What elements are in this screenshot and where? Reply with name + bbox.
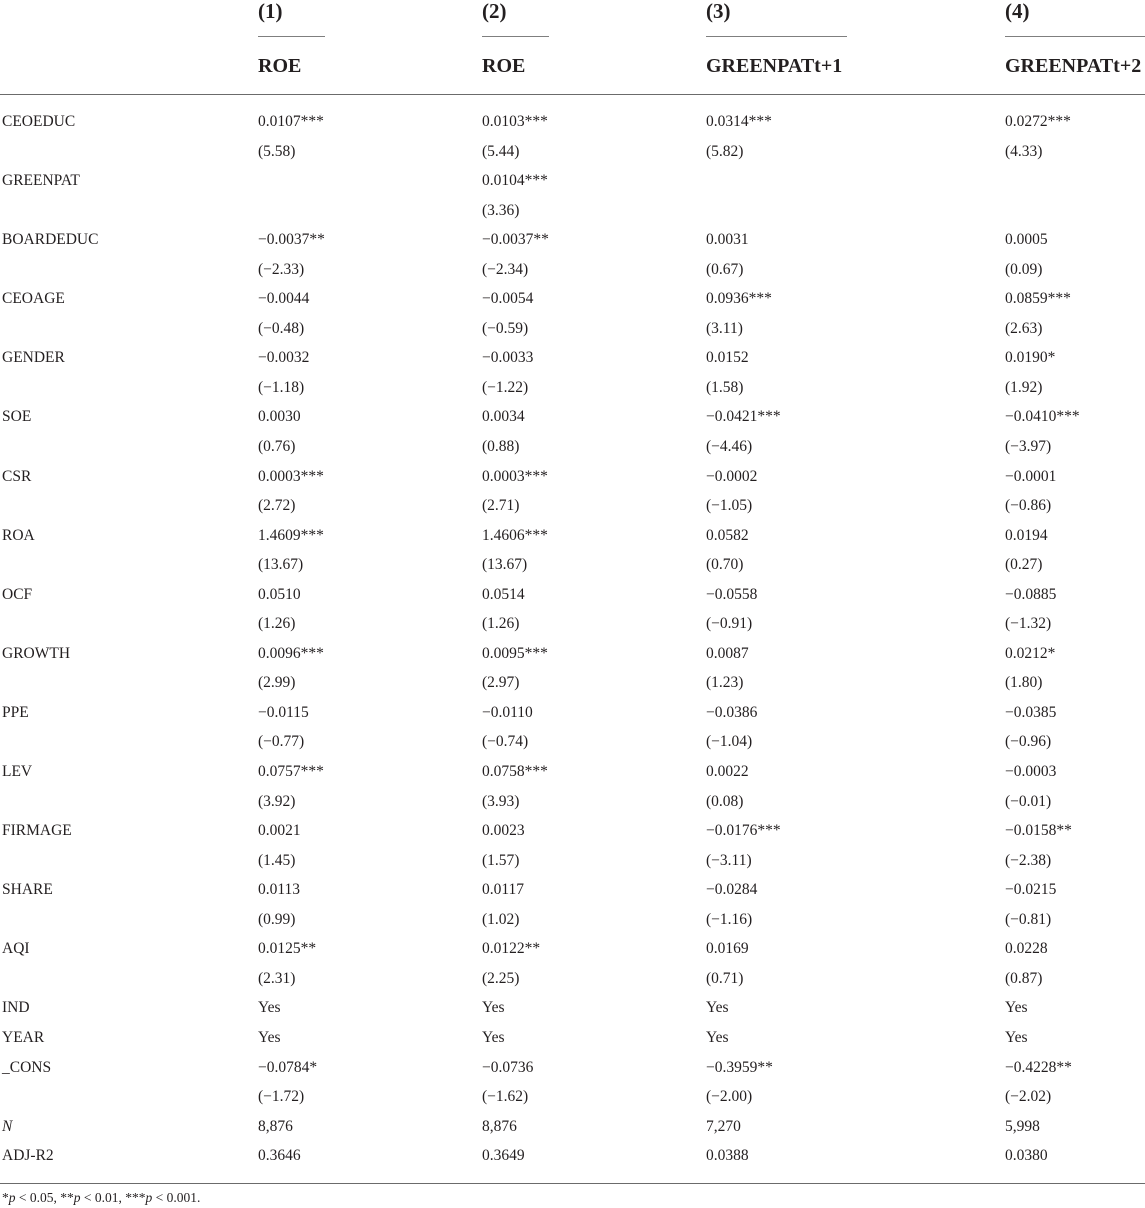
table-cell: 0.0087 [706, 644, 749, 662]
table-cell: (5.58) [258, 142, 296, 160]
row-label: SHARE [2, 881, 53, 899]
table-cell: 5,998 [1005, 1117, 1040, 1135]
table-cell: (2.63) [1005, 319, 1043, 337]
table-cell: 0.0122** [482, 940, 541, 958]
table-cell: (−1.22) [482, 378, 529, 396]
table-cell: −0.0110 [482, 703, 533, 721]
column-number: (1) [258, 0, 283, 23]
table-row [0, 1082, 1145, 1112]
table-cell: (1.80) [1005, 674, 1043, 692]
table-cell: (1.92) [1005, 378, 1043, 396]
row-label: YEAR [2, 1028, 45, 1046]
table-cell: (5.82) [706, 142, 744, 160]
table-cell: (2.99) [258, 674, 296, 692]
table-cell: (−0.48) [258, 319, 305, 337]
table-cell: (−0.74) [482, 733, 529, 751]
dependent-variable-label: GREENPATt+2 [1005, 55, 1142, 77]
table-row [0, 284, 1145, 314]
table-cell: (1.02) [482, 910, 520, 928]
table-cell: (2.97) [482, 674, 520, 692]
row-label: CEOEDUC [2, 113, 76, 130]
table-cell: (0.27) [1005, 556, 1043, 574]
table-cell: (0.67) [706, 260, 744, 278]
table-cell: −0.0176*** [706, 822, 781, 840]
table-cell: 0.0514 [482, 585, 525, 603]
table-cell: 0.3646 [258, 1147, 301, 1165]
table-row [0, 196, 1145, 226]
table-cell: (3.36) [482, 201, 520, 219]
table-row [0, 1053, 1145, 1083]
table-cell: (0.99) [258, 910, 296, 928]
table-cell: (1.26) [482, 615, 520, 633]
table-cell: (2.31) [258, 969, 296, 987]
table-cell: Yes [1005, 1028, 1028, 1046]
row-label: GROWTH [2, 644, 71, 662]
table-cell: (−1.04) [706, 733, 753, 751]
table-row [0, 1023, 1145, 1053]
table-cell: 0.0023 [482, 822, 525, 840]
row-label: ROA [2, 526, 35, 544]
table-cell: −0.0032 [258, 349, 310, 367]
table-cell: Yes [258, 999, 281, 1017]
table-row [0, 343, 1145, 373]
table-cell: 0.3649 [482, 1147, 525, 1165]
column-underline [258, 36, 325, 37]
table-row [0, 816, 1145, 846]
table-cell: (−1.32) [1005, 615, 1052, 633]
table-cell: Yes [482, 999, 505, 1017]
row-label: OCF [2, 585, 33, 603]
table-cell: Yes [258, 1028, 281, 1046]
table-cell: −0.0054 [482, 290, 534, 308]
header-rule [0, 94, 1145, 95]
table-row [0, 225, 1145, 255]
table-body [0, 107, 1145, 1171]
table-row [0, 609, 1145, 639]
table-cell: (−0.77) [258, 733, 305, 751]
table-cell: (−1.05) [706, 497, 753, 515]
table-cell: 0.0005 [1005, 231, 1048, 249]
table-cell: −0.0115 [258, 703, 309, 721]
table-cell: −0.0002 [706, 467, 758, 485]
table-cell: −0.0044 [258, 290, 310, 308]
table-row [0, 1141, 1145, 1171]
table-cell: Yes [1005, 999, 1028, 1017]
table-cell: 0.0107*** [258, 113, 324, 130]
table-cell: 0.0314*** [706, 113, 772, 130]
row-label: GENDER [2, 349, 65, 367]
table-cell: (−2.38) [1005, 851, 1052, 869]
table-cell: 0.0272*** [1005, 113, 1071, 130]
table-cell: 0.0757*** [258, 763, 324, 781]
table-cell: −0.0033 [482, 349, 534, 367]
table-cell: (−0.81) [1005, 910, 1052, 928]
table-cell: 0.0003*** [482, 467, 548, 485]
table-row [0, 1112, 1145, 1142]
table-cell: (1.45) [258, 851, 296, 869]
footnote: *p < 0.05, **p < 0.01, ***p < 0.001. [2, 1190, 201, 1205]
table-cell: 0.0125** [258, 940, 317, 958]
row-label: ADJ-R2 [2, 1147, 54, 1165]
table-cell: (0.70) [706, 556, 744, 574]
table-cell: 8,876 [258, 1117, 293, 1135]
table-cell: Yes [706, 999, 729, 1017]
table-cell: (−2.00) [706, 1088, 753, 1106]
table-cell: 1.4609*** [258, 526, 324, 544]
table-cell: (4.33) [1005, 142, 1043, 160]
table-cell: (−2.02) [1005, 1088, 1052, 1106]
table-cell: 0.0021 [258, 822, 301, 840]
table-cell: (−1.18) [258, 378, 305, 396]
table-cell: −0.3959** [706, 1058, 773, 1076]
table-cell: (0.09) [1005, 260, 1043, 278]
table-cell: 8,876 [482, 1117, 517, 1135]
row-label: BOARDEDUC [2, 231, 99, 249]
table-row [0, 373, 1145, 403]
table-cell: (0.71) [706, 969, 744, 987]
table-cell: (−0.96) [1005, 733, 1052, 751]
table-cell: (−1.62) [482, 1088, 529, 1106]
table-row [0, 757, 1145, 787]
table-row [0, 846, 1145, 876]
table-cell: −0.0410*** [1005, 408, 1080, 426]
table-cell: (2.71) [482, 497, 520, 515]
table-cell: (3.93) [482, 792, 520, 810]
table-cell: 0.0113 [258, 881, 301, 899]
table-row [0, 491, 1145, 521]
table-cell: (13.67) [482, 556, 528, 574]
table-row [0, 993, 1145, 1023]
table-row [0, 787, 1145, 817]
table-cell: 0.0096*** [258, 644, 324, 662]
table-cell: 0.0095*** [482, 644, 548, 662]
table-cell: 0.0117 [482, 881, 525, 899]
table-cell: −0.0037** [258, 231, 325, 249]
table-cell: (−1.16) [706, 910, 753, 928]
table-row [0, 107, 1145, 137]
table-cell: 0.0380 [1005, 1147, 1048, 1165]
table-cell: −0.0001 [1005, 467, 1057, 485]
table-row [0, 964, 1145, 994]
table-row [0, 521, 1145, 551]
table-cell: −0.0003 [1005, 763, 1057, 781]
table-cell: −0.4228** [1005, 1058, 1072, 1076]
row-label: N [2, 1117, 13, 1135]
column-underline [482, 36, 549, 37]
table-cell: −0.0215 [1005, 881, 1057, 899]
table-cell: 0.0104*** [482, 172, 548, 190]
table-cell: −0.0736 [482, 1058, 534, 1076]
table-cell: −0.0558 [706, 585, 758, 603]
dependent-variable-label: ROE [482, 55, 526, 77]
table-cell: 0.0194 [1005, 526, 1048, 544]
bottom-rule [0, 1183, 1145, 1184]
table-cell: 0.0152 [706, 349, 749, 367]
table-cell: (5.44) [482, 142, 520, 160]
table-cell: (1.26) [258, 615, 296, 633]
table-cell: (1.58) [706, 378, 744, 396]
table-cell: Yes [706, 1028, 729, 1046]
row-label: LEV [2, 763, 33, 781]
table-row [0, 905, 1145, 935]
table-row [0, 727, 1145, 757]
table-cell: (2.72) [258, 497, 296, 515]
table-cell: 0.0034 [482, 408, 525, 426]
row-label: CSR [2, 467, 32, 485]
row-label: FIRMAGE [2, 822, 72, 840]
dependent-variable-label: ROE [258, 55, 302, 77]
table-cell: 0.0103*** [482, 113, 548, 130]
table-cell: (−3.11) [706, 851, 752, 869]
table-cell: (0.88) [482, 438, 520, 456]
table-cell: −0.0158** [1005, 822, 1072, 840]
table-row [0, 875, 1145, 905]
table-cell: −0.0784* [258, 1058, 318, 1076]
table-cell: (−3.97) [1005, 438, 1052, 456]
table-cell: 0.0388 [706, 1147, 749, 1165]
table-cell: 0.0031 [706, 231, 749, 249]
table-cell: 1.4606*** [482, 526, 548, 544]
table-header [0, 0, 1145, 96]
table-cell: (−0.86) [1005, 497, 1052, 515]
column-underline [1005, 36, 1145, 37]
table-row [0, 668, 1145, 698]
table-cell: (1.23) [706, 674, 744, 692]
table-row [0, 580, 1145, 610]
table-row [0, 432, 1145, 462]
table-row [0, 402, 1145, 432]
table-cell: −0.0284 [706, 881, 758, 899]
table-row [0, 255, 1145, 285]
table-cell: Yes [482, 1028, 505, 1046]
row-label: GREENPAT [2, 172, 80, 190]
table-row [0, 137, 1145, 167]
table-cell: 0.0936*** [706, 290, 772, 308]
table-cell: (13.67) [258, 556, 304, 574]
table-row [0, 166, 1145, 196]
table-cell: (−2.33) [258, 260, 305, 278]
table-cell: (2.25) [482, 969, 520, 987]
table-cell: 0.0859*** [1005, 290, 1071, 308]
table-cell: 0.0022 [706, 763, 749, 781]
column-underline [706, 36, 847, 37]
table-row [0, 314, 1145, 344]
table-cell: 0.0190* [1005, 349, 1056, 367]
table-cell: −0.0421*** [706, 408, 781, 426]
table-cell: (0.87) [1005, 969, 1043, 987]
row-label: SOE [2, 408, 32, 426]
table-row [0, 462, 1145, 492]
dependent-variable-label: GREENPATt+1 [706, 55, 843, 77]
row-label: IND [2, 999, 30, 1017]
table-cell: −0.0385 [1005, 703, 1057, 721]
table-cell: 0.0758*** [482, 763, 548, 781]
table-cell: −0.0037** [482, 231, 549, 249]
table-cell: (−0.91) [706, 615, 753, 633]
table-cell: 0.0228 [1005, 940, 1048, 958]
column-number: (4) [1005, 0, 1030, 23]
table-cell: 0.0169 [706, 940, 749, 958]
table-cell: 0.0582 [706, 526, 749, 544]
table-cell: 0.0510 [258, 585, 301, 603]
table-cell: (−1.72) [258, 1088, 305, 1106]
table-cell: (−0.59) [482, 319, 529, 337]
table-row [0, 550, 1145, 580]
table-cell: (−0.01) [1005, 792, 1052, 810]
table-cell: 7,270 [706, 1117, 741, 1135]
table-cell: 0.0212* [1005, 644, 1056, 662]
table-row [0, 639, 1145, 669]
table-cell: (−4.46) [706, 438, 753, 456]
table-cell: (−2.34) [482, 260, 529, 278]
table-cell: 0.0030 [258, 408, 301, 426]
table-cell: −0.0885 [1005, 585, 1057, 603]
table-cell: (0.08) [706, 792, 744, 810]
table-cell: −0.0386 [706, 703, 758, 721]
table-cell: (3.92) [258, 792, 296, 810]
row-label: AQI [2, 940, 30, 958]
table-cell: 0.0003*** [258, 467, 324, 485]
table-cell: (3.11) [706, 319, 743, 337]
table-cell: (0.76) [258, 438, 296, 456]
row-label: _CONS [2, 1058, 52, 1076]
table-row [0, 934, 1145, 964]
row-label: CEOAGE [2, 290, 65, 308]
row-label: PPE [2, 703, 29, 721]
table-row [0, 698, 1145, 728]
column-number: (3) [706, 0, 731, 23]
table-cell: (1.57) [482, 851, 520, 869]
column-number: (2) [482, 0, 507, 23]
